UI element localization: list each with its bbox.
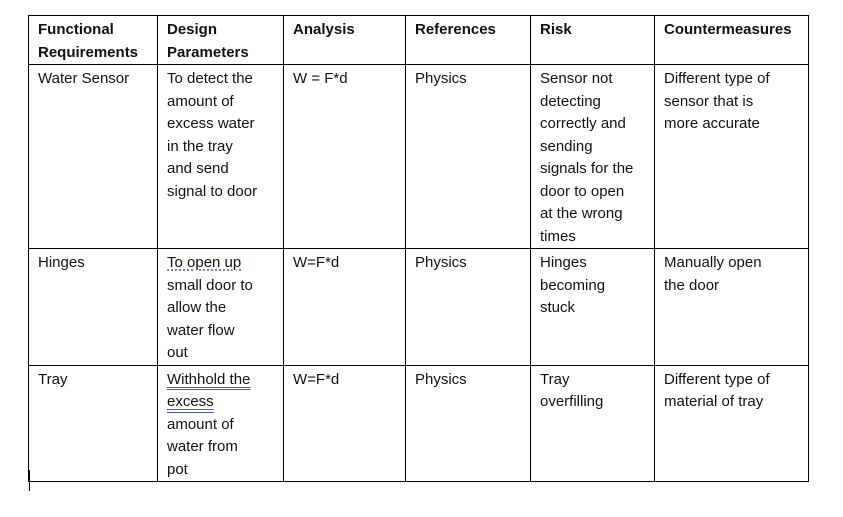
cell-risk[interactable]: Tray overfilling (531, 365, 655, 482)
cell-risk[interactable]: Sensor not detecting correctly and sending signals for the door to open at the wrong times (531, 65, 655, 249)
cell-design[interactable]: To open up small door to allow the water flow out (158, 249, 284, 366)
grammar-flagged-text: Withhold the (167, 370, 251, 388)
cell-requirement[interactable]: Tray (29, 365, 158, 482)
cell-references[interactable]: Physics (406, 249, 531, 366)
grammar-flagged-text: excess (167, 393, 214, 410)
header-design-parameters[interactable]: Design Parameters (158, 16, 284, 65)
header-risk[interactable]: Risk (531, 16, 655, 65)
requirements-table (28, 15, 809, 482)
header-row (29, 16, 809, 65)
cell-analysis[interactable]: W=F*d (284, 365, 406, 482)
cell-design[interactable]: Withhold the excess amount of water from pot (158, 365, 284, 482)
header-references[interactable]: References (406, 16, 531, 65)
cell-references[interactable]: Physics (406, 65, 531, 249)
cell-analysis[interactable]: W = F*d (284, 65, 406, 249)
cell-requirement[interactable]: Water Sensor (29, 65, 158, 249)
header-analysis[interactable]: Analysis (284, 16, 406, 65)
header-countermeasures[interactable]: Countermeasures (655, 16, 809, 65)
table-row (29, 65, 809, 249)
cell-countermeasures[interactable]: Manually open the door (655, 249, 809, 366)
cell-requirement[interactable]: Hinges (29, 249, 158, 366)
cell-design[interactable]: To detect the amount of excess water in the tray and send signal to door (158, 65, 284, 249)
cell-countermeasures[interactable]: Different type of sensor that is more accurate (655, 65, 809, 249)
table-row (29, 249, 809, 366)
spelling-flagged-text: To open up (167, 254, 242, 271)
cell-countermeasures[interactable]: Different type of material of tray (655, 365, 809, 482)
cell-references[interactable]: Physics (406, 365, 531, 482)
header-functional-requirements[interactable]: Functional Requirements (29, 16, 158, 65)
text-cursor (29, 470, 30, 491)
table-row (29, 365, 809, 482)
cell-analysis[interactable]: W=F*d (284, 249, 406, 366)
cell-risk[interactable]: Hinges becoming stuck (531, 249, 655, 366)
